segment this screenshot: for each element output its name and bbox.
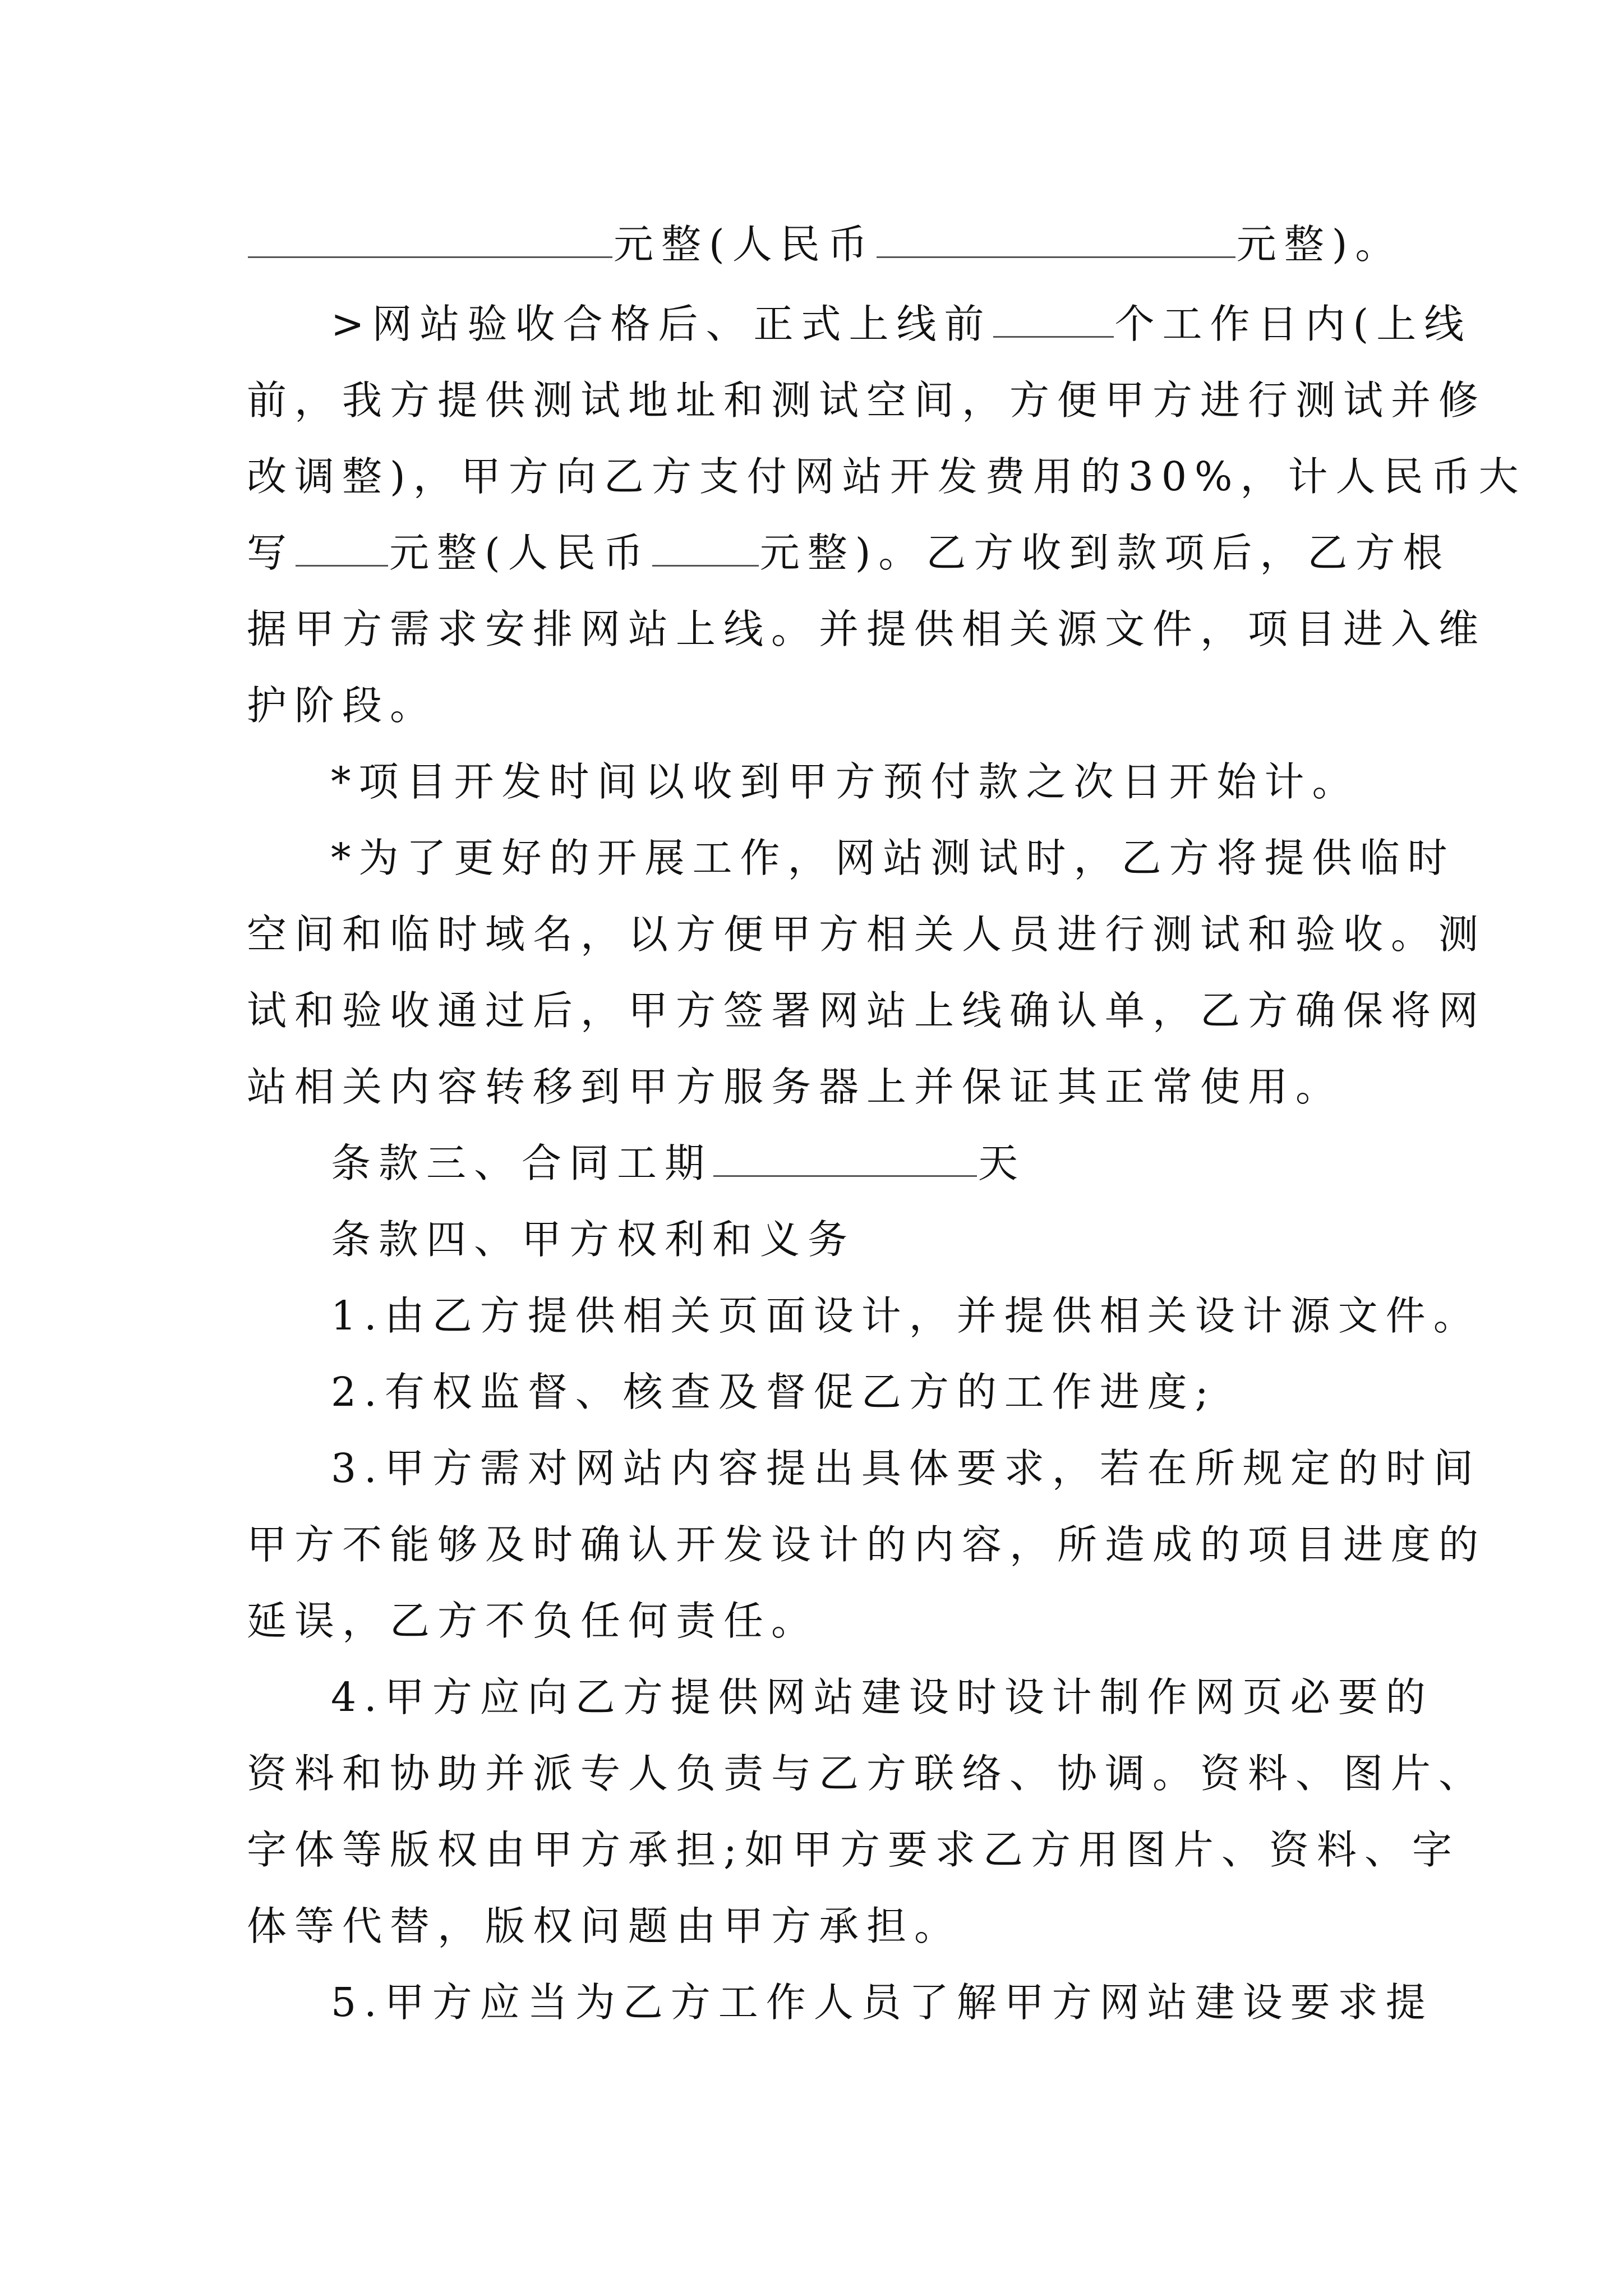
line-text: 1.由乙方提供相关页面设计，并提供相关设计源文件。 <box>331 1292 1481 1339</box>
text-line <box>331 1288 1481 1344</box>
line-text: 4.甲方应向乙方提供网站建设时设计制作网页必要的 <box>331 1674 1433 1720</box>
text-line <box>331 1975 1433 2031</box>
line-text: 站相关内容转移到甲方服务器上并保证其正常使用。 <box>247 1064 1344 1110</box>
line-text: 3.甲方需对网站内容提出具体要求，若在所规定的时间 <box>331 1445 1481 1492</box>
text-line <box>247 678 1396 734</box>
text-line <box>247 372 1487 429</box>
text-line <box>331 1441 1481 1497</box>
line-text: 前，我方提供测试地址和测试空间，方便甲方进行测试并修 <box>247 377 1487 424</box>
line-text: 护阶段。 <box>247 682 438 729</box>
text-line <box>247 1593 1396 1649</box>
line-text: 5.甲方应当为乙方工作人员了解甲方网站建设要求提 <box>331 1979 1433 2026</box>
line-text: 元整(人民币 <box>389 530 651 576</box>
line-text: >网站验收合格后、正式上线前 <box>331 301 992 347</box>
line-text: 改调整)，甲方向乙方支付网站开发费用的30%，计人民币大 <box>247 453 1527 500</box>
text-line <box>331 754 1396 810</box>
text-line <box>331 1364 1396 1420</box>
line-text: 字体等版权由甲方承担;如甲方要求乙方用图片、资料、字 <box>247 1826 1460 1873</box>
text-line <box>247 525 1451 581</box>
fill-in-blank <box>296 530 388 567</box>
line-text: 条款三、合同工期 <box>331 1140 713 1186</box>
line-text: 天 <box>978 1140 1026 1186</box>
text-line <box>247 601 1487 657</box>
line-text: 元整)。乙方收到款项后，乙方根 <box>759 530 1451 576</box>
line-text: 延误，乙方不负任何责任。 <box>247 1598 819 1644</box>
text-line <box>331 296 1472 352</box>
line-text: 据甲方需求安排网站上线。并提供相关源文件，项目进入维 <box>247 606 1487 652</box>
line-text: 写 <box>247 530 295 576</box>
line-text: 试和验收通过后，甲方签署网站上线确认单，乙方确保将网 <box>247 987 1487 1034</box>
text-line <box>247 1746 1487 1802</box>
text-line <box>331 830 1455 886</box>
fill-in-blank <box>248 222 612 258</box>
line-text: 个工作日内(上线 <box>1114 301 1472 347</box>
text-line <box>247 1898 1396 1954</box>
line-text: 条款四、甲方权利和义务 <box>331 1216 856 1263</box>
text-line <box>331 1135 1396 1191</box>
line-text: 元整(人民币 <box>614 221 875 268</box>
fill-in-blank <box>993 301 1114 338</box>
fill-in-blank <box>877 222 1235 258</box>
text-line <box>331 1212 1396 1268</box>
line-text: *为了更好的开展工作，网站测试时，乙方将提供临时 <box>331 835 1455 881</box>
line-text: 空间和临时域名，以方便甲方相关人员进行测试和验收。测 <box>247 911 1487 958</box>
line-text: 资料和协助并派专人负责与乙方联络、协调。资料、图片、 <box>247 1750 1487 1797</box>
text-line <box>247 1517 1487 1573</box>
line-text: 体等代替，版权问题由甲方承担。 <box>247 1903 962 1949</box>
text-line <box>247 907 1487 963</box>
fill-in-blank <box>652 530 759 567</box>
text-line <box>247 1822 1460 1878</box>
fill-in-blank <box>713 1140 977 1177</box>
text-line <box>247 1059 1396 1115</box>
line-text: 甲方不能够及时确认开发设计的内容，所造成的项目进度的 <box>247 1521 1487 1568</box>
line-text: 元整)。 <box>1236 221 1403 268</box>
text-line <box>331 1669 1433 1726</box>
text-line <box>247 449 1527 505</box>
line-text: 2.有权监督、核查及督促乙方的工作进度; <box>331 1369 1216 1415</box>
line-text: *项目开发时间以收到甲方预付款之次日开始计。 <box>331 758 1360 805</box>
text-line <box>247 217 1403 273</box>
text-line <box>247 983 1487 1039</box>
